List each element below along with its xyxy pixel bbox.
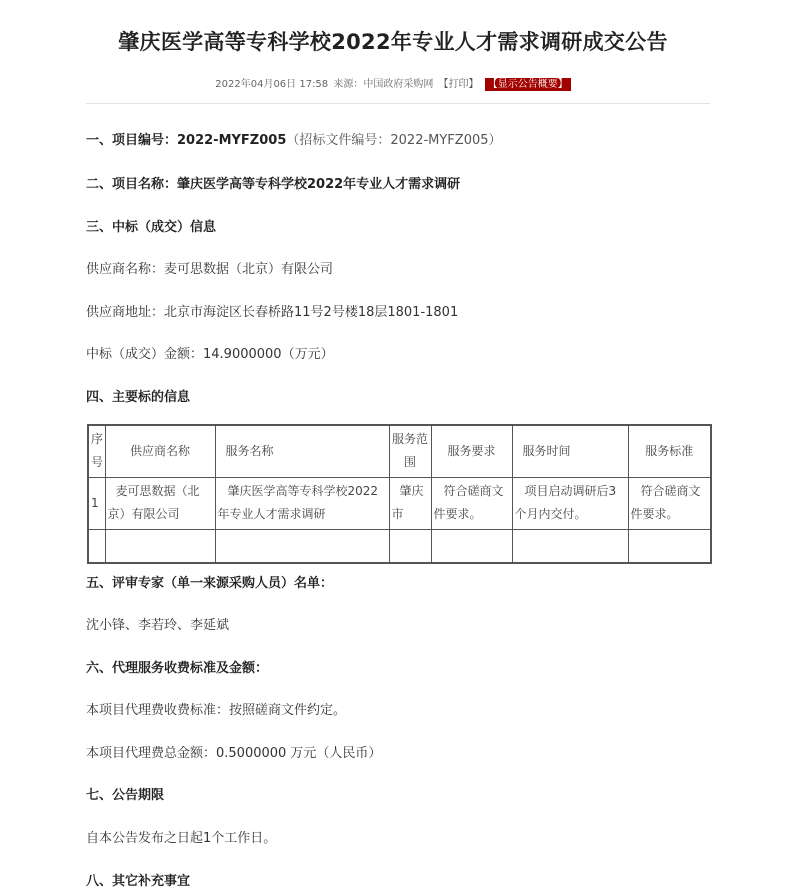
article-meta bbox=[0, 75, 786, 91]
table-header-cell: 服务名称 bbox=[215, 425, 389, 477]
supplier-address: 供应商地址：北京市海淀区长春桥路11号2号楼18层1801-1801 bbox=[86, 305, 459, 320]
table-header-row bbox=[88, 425, 711, 477]
announcement-period: 自本公告发布之日起1个工作日。 bbox=[86, 831, 277, 846]
table-cell bbox=[512, 529, 628, 563]
source-label: 来源：中国政府采购网 bbox=[333, 79, 434, 90]
tender-doc-number: （招标文件编号：2022-MYFZ005） bbox=[286, 133, 502, 148]
table-cell bbox=[628, 529, 711, 563]
section-main-subject: 四、主要标的信息 bbox=[86, 390, 191, 405]
table-cell: 符合磋商文件要求。 bbox=[431, 477, 512, 529]
table-cell bbox=[389, 529, 431, 563]
section-project-number bbox=[86, 129, 502, 148]
project-number: 一、项目编号：2022-MYFZ005 bbox=[86, 133, 287, 148]
table-row bbox=[88, 477, 711, 529]
table-cell: 符合磋商文件要求。 bbox=[628, 477, 711, 529]
agency-fee-total: 本项目代理费总金额：0.5000000 万元（人民币） bbox=[86, 746, 382, 761]
table-header-cell: 序号 bbox=[88, 425, 105, 477]
table-cell: 肇庆市 bbox=[389, 477, 431, 529]
table-header-cell: 服务范围 bbox=[389, 425, 431, 477]
publish-date: 2022年04月06日 17:58 bbox=[215, 79, 329, 90]
table-cell bbox=[105, 529, 215, 563]
table-cell bbox=[88, 529, 105, 563]
table-cell bbox=[431, 529, 512, 563]
table-row bbox=[88, 529, 711, 563]
table-cell: 麦可思数据（北京）有限公司 bbox=[105, 477, 215, 529]
page-title: 肇庆医学高等专科学校2022年专业人才需求调研成交公告 bbox=[118, 30, 668, 54]
show-summary-button[interactable]: 【显示公告概要】 bbox=[485, 78, 571, 91]
award-amount: 中标（成交）金额：14.9000000（万元） bbox=[86, 347, 334, 362]
expert-names: 沈小锋、李若玲、李延斌 bbox=[86, 618, 230, 633]
section-other-matters: 八、其它补充事宜 bbox=[86, 874, 191, 889]
table-cell: 肇庆医学高等专科学校2022年专业人才需求调研 bbox=[215, 477, 389, 529]
section-agency-fee: 六、代理服务收费标准及金额： bbox=[86, 661, 269, 676]
print-link[interactable]: 【打印】 bbox=[438, 79, 479, 90]
table-header-cell: 供应商名称 bbox=[105, 425, 215, 477]
table-cell bbox=[215, 529, 389, 563]
table-cell: 1 bbox=[88, 477, 105, 529]
section-experts: 五、评审专家（单一来源采购人员）名单： bbox=[86, 576, 334, 591]
header-divider bbox=[86, 103, 710, 104]
table-header-cell: 服务要求 bbox=[431, 425, 512, 477]
supplier-name: 供应商名称：麦可思数据（北京）有限公司 bbox=[86, 262, 334, 277]
subject-table bbox=[87, 424, 712, 564]
table-header-cell: 服务时间 bbox=[512, 425, 628, 477]
section-award-info: 三、中标（成交）信息 bbox=[86, 220, 217, 235]
table-header-cell: 服务标准 bbox=[628, 425, 711, 477]
section-announcement-period: 七、公告期限 bbox=[86, 788, 165, 803]
table-cell: 项目启动调研后3个月内交付。 bbox=[512, 477, 628, 529]
agency-fee-standard: 本项目代理费收费标准：按照磋商文件约定。 bbox=[86, 703, 347, 718]
section-project-name: 二、项目名称：肇庆医学高等专科学校2022年专业人才需求调研 bbox=[86, 177, 461, 192]
